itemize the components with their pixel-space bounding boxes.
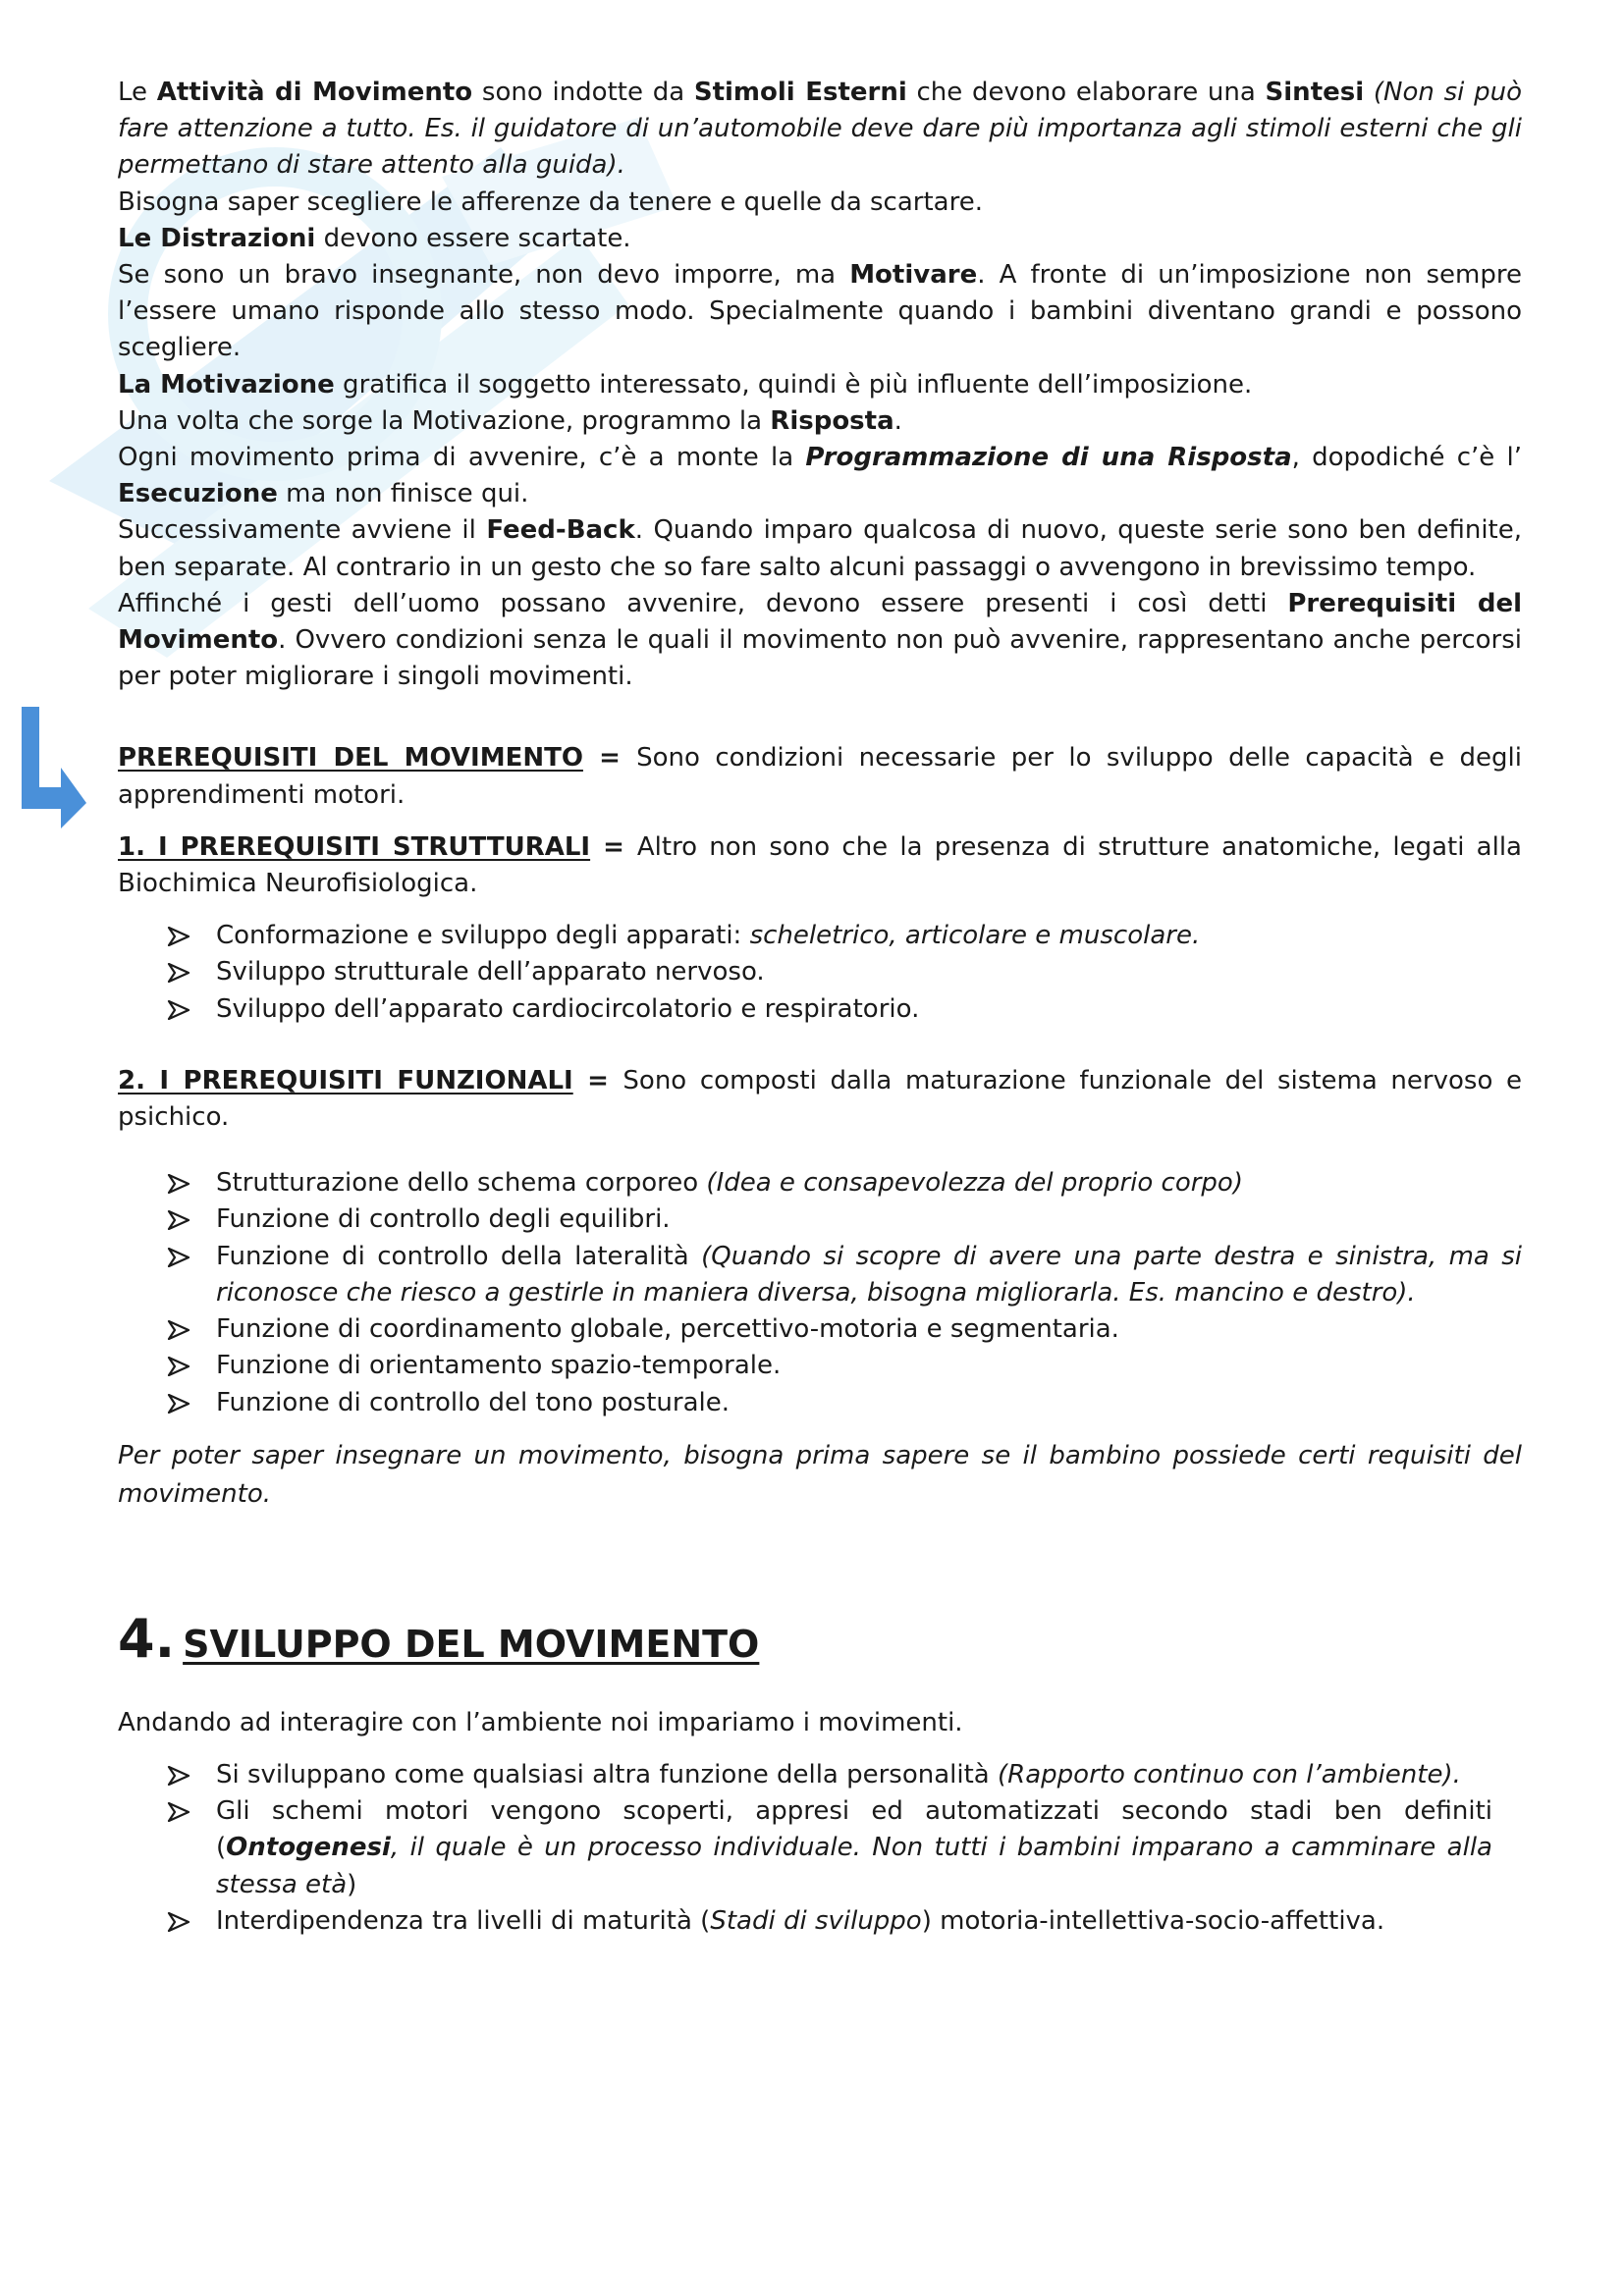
arrow-bullet-icon xyxy=(167,1357,190,1376)
arrow-bullet-icon xyxy=(167,1320,190,1340)
section-4-heading xyxy=(118,1608,1522,1670)
list-item: Funzione di coordinamento globale, percettivo-motoria e segmentaria. xyxy=(167,1311,1522,1348)
section-number: 4. xyxy=(118,1607,176,1670)
funzionali-title: 2. I PREREQUISITI FUNZIONALI xyxy=(118,1065,573,1095)
sviluppo-list xyxy=(118,1757,1522,1940)
paragraph-motivare: Se sono un bravo insegnante, non devo imporre, ma Motivare. A fronte di un’imposizione non sempre l’essere umano risponde allo stesso modo. Specialmente quando i bambini diventano grandi e possono scegliere. xyxy=(118,260,1522,363)
list-item: Si sviluppano come qualsiasi altra funzione della personalità (Rapporto continuo con l’ambiente). xyxy=(167,1757,1522,1793)
paragraph-prerequisiti-intro: Affinché i gesti dell’uomo possano avvenire, devono essere presenti i così detti Prerequisiti del Movimento. Ovvero condizioni senza le quali il movimento non può avvenire, rappresentano anche percorsi per poter migliorare i singoli movimenti. xyxy=(118,588,1522,692)
section-title: SVILUPPO DEL MOVIMENTO xyxy=(183,1622,760,1666)
arrow-bullet-icon xyxy=(167,1802,190,1822)
paragraph-feedback: Successivamente avviene il Feed-Back. Quando imparo qualcosa di nuovo, queste serie sono ben definite, ben separate. Al contrario in un gesto che so fare salto alcuni passaggi o avvengono in brevissimo tempo. xyxy=(118,515,1522,582)
list-item: Funzione di controllo della lateralità (Quando si scopre di avere una parte destra e sinistra, ma si riconosce che riesco a gestirle in maniera diversa, bisogna migliorarla. Es. mancino e destro). xyxy=(167,1239,1522,1311)
paragraph-attivita: Le Attività di Movimento sono indotte da Stimoli Esterni che devono elaborare una Sintesi (Non si può fare attenzione a tutto. Es. il guidatore di un’automobile deve dare più importanza agli stimoli esterni che gli permettano di stare attento alla guida). xyxy=(118,78,1522,181)
paragraph-motivazione: La Motivazione gratifica il soggetto interessato, quindi è più influente dell’imposizione. xyxy=(118,369,1253,400)
list-item: Funzione di controllo del tono posturale. xyxy=(167,1385,1522,1421)
list-item: Funzione di orientamento spazio-temporale. xyxy=(167,1348,1522,1384)
arrow-bullet-icon xyxy=(167,1394,190,1414)
arrow-bullet-icon xyxy=(167,1210,190,1230)
closing-note: Per poter saper insegnare un movimento, bisogna prima sapere se il bambino possiede certi requisiti del movimento. xyxy=(118,1440,1522,1509)
paragraph-afferenze: Bisogna saper scegliere le afferenze da tenere e quelle da scartare. xyxy=(118,187,983,217)
prerequisiti-title: PREREQUISITI DEL MOVIMENTO xyxy=(118,743,583,774)
list-item: Interdipendenza tra livelli di maturità (Stadi di sviluppo) motoria-intellettiva-socio-affettiva. xyxy=(167,1903,1522,1940)
arrow-bullet-icon xyxy=(167,1248,190,1267)
arrow-bullet-icon xyxy=(167,927,190,946)
list-item: Strutturazione dello schema corporeo (Idea e consapevolezza del proprio corpo) xyxy=(167,1165,1522,1201)
arrow-bullet-icon xyxy=(167,1766,190,1786)
list-item: Gli schemi motori vengono scoperti, appresi ed automatizzati secondo stadi ben definiti (Ontogenesi, il quale è un processo individuale. Non tutti i bambini imparano a camminare alla stessa età) xyxy=(167,1793,1522,1903)
arrow-bullet-icon xyxy=(167,963,190,983)
down-right-arrow-icon xyxy=(18,703,88,830)
paragraph-risposta: Una volta che sorge la Motivazione, programmo la Risposta. xyxy=(118,405,902,436)
list-item: Funzione di controllo degli equilibri. xyxy=(167,1201,1522,1238)
arrow-bullet-icon xyxy=(167,1912,190,1932)
paragraph-programmazione: Ogni movimento prima di avvenire, c’è a monte la Programmazione di una Risposta, dopodiché c’è l’ Esecuzione ma non finisce qui. xyxy=(118,443,1522,509)
strutturali-title: 1. I PREREQUISITI STRUTTURALI xyxy=(118,831,591,862)
arrow-bullet-icon xyxy=(167,1000,190,1020)
arrow-bullet-icon xyxy=(167,1174,190,1194)
funzionali-list xyxy=(118,1165,1522,1420)
paragraph-distrazioni: Le Distrazioni devono essere scartate. xyxy=(118,223,631,253)
list-item: Sviluppo strutturale dell’apparato nervoso. xyxy=(167,954,1522,990)
strutturali-list xyxy=(118,918,1522,1028)
funzionali-definition: 2. I PREREQUISITI FUNZIONALI = Sono composti dalla maturazione funzionale del sistema nervoso e psichico. xyxy=(118,1065,1523,1133)
list-item: Sviluppo dell’apparato cardiocircolatorio e respiratorio. xyxy=(167,991,1522,1028)
prerequisiti-definition: PREREQUISITI DEL MOVIMENTO = Sono condizioni necessarie per lo sviluppo delle capacità e degli apprendimenti motori. xyxy=(118,743,1523,810)
document-page xyxy=(118,75,1522,1940)
strutturali-definition: 1. I PREREQUISITI STRUTTURALI = Altro non sono che la presenza di strutture anatomiche, legati alla Biochimica Neurofisiologica. xyxy=(118,831,1522,899)
list-item: Conformazione e sviluppo degli apparati: scheletrico, articolare e muscolare. xyxy=(167,918,1522,954)
section-4-intro: Andando ad interagire con l’ambiente noi impariamo i movimenti. xyxy=(118,1707,963,1737)
